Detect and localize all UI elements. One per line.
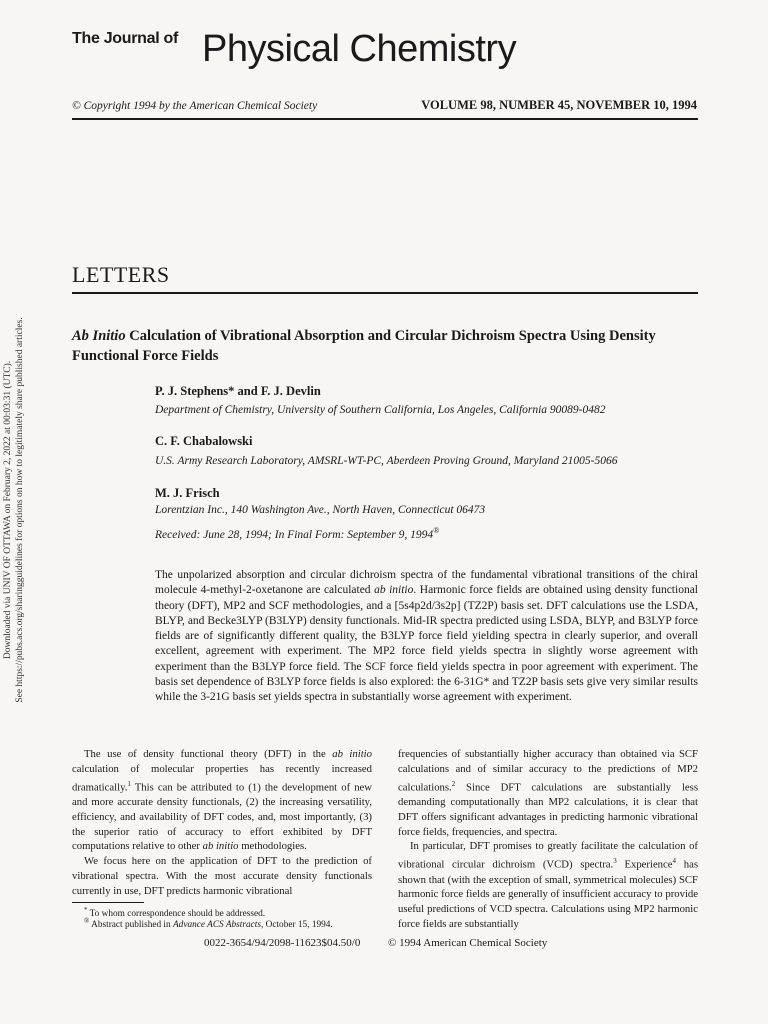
footer-copyright: © 1994 American Chemical Society <box>388 937 548 949</box>
footnote-italic: Advance ACS Abstracts, <box>173 920 264 931</box>
author-line-1: P. J. Stephens* and F. J. Devlin <box>155 384 321 398</box>
text-run: methodologies. <box>238 840 307 853</box>
footnote-text: Abstract published in <box>89 920 173 931</box>
affiliation-1: Department of Chemistry, University of Southern California, Los Angeles, California 90089-0482 <box>155 404 606 416</box>
text-run: has shown that (with the exception of small, symmetrical molecules) SCF harmonic force fields are generally of insufficient accuracy to provide useful predictions of VCD spectra. Calculations using MP2 harmonic force fields are substantially <box>398 858 698 930</box>
author-line-3: M. J. Frisch <box>155 486 220 500</box>
text-run: Since DFT calculations are substantially less demanding computationally than MP2 calculations, it is clear that DFT offers significant advantages in predicting harmonic vibrational force fields, frequencies, and spectra. <box>398 781 698 838</box>
header-rule <box>72 118 698 120</box>
received-text: Received: June 28, 1994; In Final Form: September 9, 1994 <box>155 528 434 541</box>
footnote-rule <box>72 902 144 903</box>
footnote-mark: * <box>84 906 88 914</box>
affiliation-2: U.S. Army Research Laboratory, AMSRL-WT-PC, Aberdeen Proving Ground, Maryland 21005-5066 <box>155 455 618 467</box>
text-run: Experience <box>616 858 673 871</box>
body-column-right <box>398 747 698 932</box>
title-rest: Calculation of Vibrational Absorption and Circular Dichroism Spectra Using Density Functional Force Fields <box>72 328 656 364</box>
footnote-mark: ® <box>84 917 90 925</box>
paragraph <box>72 747 372 854</box>
abstract-text-2: . Harmonic force fields are obtained using density functional theory (DFT), MP2 and SCF methodologies, and a [5s4p2d/3s2p] (TZ2P) basis set. DFT calculations use the LSDA, BLYP, and Becke3LYP (B3LYP) density functionals. Mid-IR spectra predicted using LSDA, BLYP, and B3LYP force fields are of significantly different quality, the B3LYP force field yielding spectra in clearly superior, and overall excellent, agreement with experiment. The MP2 force field yields spectra in slightly worse agreement with experiment than the B3LYP force field. The SCF force field yields spectra in poor agreement with experiment. The basis set dependence of B3LYP force fields is also explored: the 6-31G* and TZ2P basis sets give very similar results while the 3-21G basis set yields spectra in substantially worse agreement with experiment. <box>155 584 698 704</box>
text-run: In particular, DFT promises to greatly facilitate the calculation of vibrational circular dichroism (VCD) spectra. <box>398 840 698 871</box>
body-column-left <box>72 747 372 899</box>
text-run: frequencies of substantially higher accuracy than obtained via SCF calculations and of similar accuracy to the predictions of MP2 calculations. <box>398 748 698 794</box>
footnote-text: To whom correspondence should be addressed. <box>87 909 266 920</box>
volume-info: VOLUME 98, NUMBER 45, NOVEMBER 10, 1994 <box>421 98 697 112</box>
abstract <box>155 568 698 706</box>
reference-marker: 3 <box>613 857 617 866</box>
abstract-italic: ab initio <box>374 584 414 597</box>
text-run: The use of density functional theory (DFT) in the <box>84 748 333 760</box>
footnote-2 <box>84 916 333 932</box>
section-rule <box>72 292 698 294</box>
document-number: 0022-3654/94/2098-11623$04.50/0 <box>204 937 361 949</box>
download-notice-line2: See https://pubs.acs.org/sharingguidelines for options on how to legitimately share published articles. <box>15 317 25 703</box>
text-italic: ab initio <box>202 840 239 853</box>
paragraph: We focus here on the application of DFT to the prediction of vibrational spectra. With the most accurate density functionals currently in use, DFT predicts harmonic vibrational <box>72 855 372 897</box>
title-italic: Ab Initio <box>72 328 126 344</box>
text-run: This can be attributed to (1) the development of new and more accurate density functionals, (2) the increasing versatility, efficiency, and availability of DFT codes, and, most importantly, (3) the superior ratio of accuracy to effort exhibited by DFT computations relative to other <box>72 781 372 853</box>
reference-marker: 4 <box>672 857 677 866</box>
footnote-text: October 15, 1994. <box>263 920 333 931</box>
copyright-line: © Copyright 1994 by the American Chemical Society <box>72 100 318 112</box>
journal-name: Physical Chemistry <box>202 28 517 70</box>
article-title <box>72 326 698 366</box>
journal-prefix: The Journal of <box>72 30 179 47</box>
author-line-2: C. F. Chabalowski <box>155 434 253 448</box>
download-notice-line1: Downloaded via UNIV OF OTTAWA on February 2, 2022 at 00:03:31 (UTC). <box>3 360 13 660</box>
section-heading: LETTERS <box>72 262 170 287</box>
paragraph <box>398 839 698 931</box>
reference-marker: 2 <box>451 779 456 788</box>
text-run: calculation of molecular properties has recently increased dramatically. <box>72 762 372 794</box>
received-mark: ® <box>433 526 440 535</box>
received-dates <box>155 526 439 541</box>
affiliation-3: Lorentzian Inc., 140 Washington Ave., North Haven, Connecticut 06473 <box>155 504 486 516</box>
reference-marker: 1 <box>127 779 131 788</box>
abstract-text-1: The unpolarized absorption and circular dichroism spectra of the fundamental vibrational transitions of the chiral molecule 4-methyl-2-oxetanone are calculated <box>155 569 698 597</box>
text-italic: ab initio <box>332 748 372 760</box>
paragraph <box>398 747 698 839</box>
